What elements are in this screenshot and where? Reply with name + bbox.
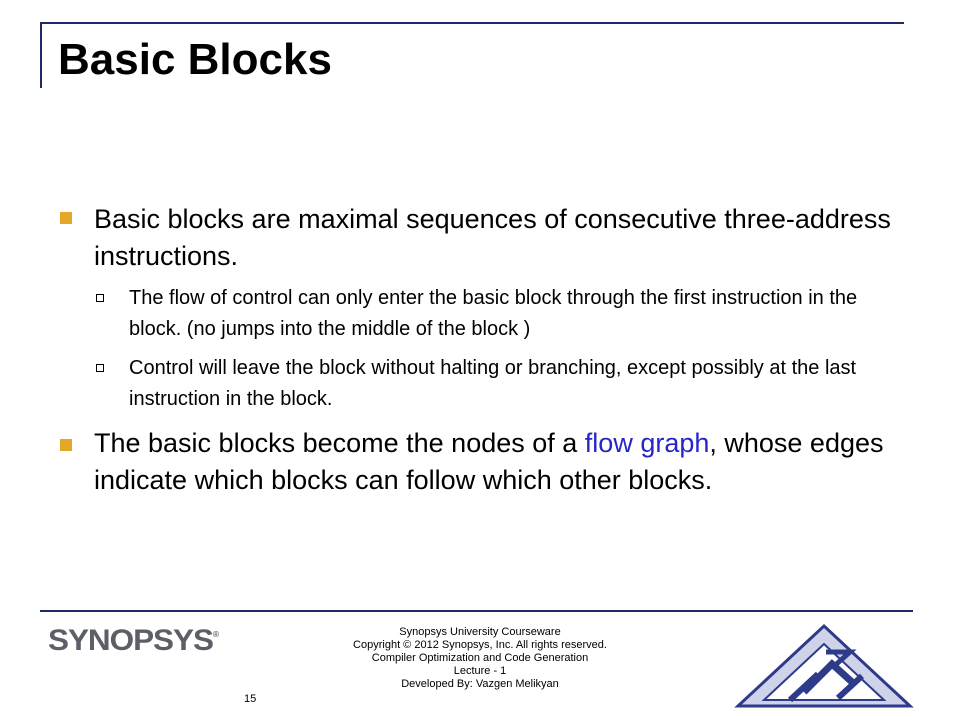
slide-frame-top <box>40 22 904 24</box>
footer-line-1: Synopsys University Courseware <box>399 626 561 638</box>
slide-frame-left <box>40 22 42 88</box>
footer-line-3: Compiler Optimization and Code Generation <box>371 652 589 664</box>
subbullet-2-text: Control will leave the block without halting or branching, except possibly at the last instruction in the block. <box>129 357 857 410</box>
logo-text: SYNOPSYS <box>48 624 213 657</box>
footer-line-2: Copyright © 2012 Synopsys, Inc. All rights reserved. <box>353 639 607 651</box>
bullet-2-text-after: , whose edges indicate which blocks can follow which other blocks. <box>94 428 884 495</box>
logo-registered-mark: ® <box>212 630 219 639</box>
bullet-2-text <box>94 425 894 499</box>
bullet-square-icon <box>60 439 72 451</box>
page-number: 15 <box>244 693 257 705</box>
slide-title: Basic Blocks <box>58 35 332 84</box>
flow-graph-term: flow graph <box>584 428 710 458</box>
synopsys-logo <box>48 624 218 658</box>
bullet-1-text: Basic blocks are maximal sequences of consecutive three-address instructions. <box>94 204 891 271</box>
footer-courseware-info <box>300 626 660 691</box>
bullet-square-icon <box>60 212 72 224</box>
bullet-2-text-before: The basic blocks become the nodes of a <box>94 428 585 458</box>
subbullet-1-text: The flow of control can only enter the basic block through the first instruction in the block. (no jumps into the middle of the block ) <box>129 287 858 340</box>
subbullet-box-icon <box>96 294 104 302</box>
footer-divider <box>40 610 913 612</box>
footer-line-4: Lecture - 1 <box>453 665 507 677</box>
footer-line-5: Developed By: Vazgen Melikyan <box>401 678 559 690</box>
subbullet-box-icon <box>96 364 104 372</box>
university-emblem-icon <box>734 622 914 708</box>
